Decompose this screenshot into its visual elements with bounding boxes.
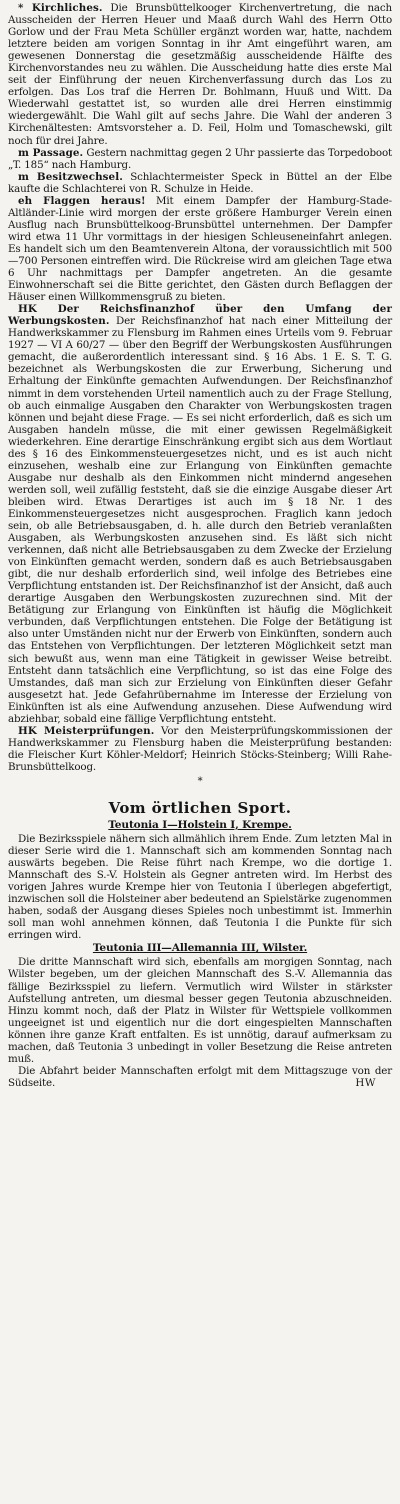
news-item-meisterpruefungen [8, 725, 392, 773]
news-body: Schlachtermeister Speck in Büttel an der Elbe kaufte die Schlachterei von R. Schulze in Heide. [8, 170, 392, 195]
news-item-passage [8, 147, 392, 171]
sport-body: Die Abfahrt beider Mannschaften erfolgt mit dem Mittagszuge von der Südseite. [8, 1064, 392, 1089]
sport-subheading: Teutonia III—Allemannia III, Wilster. [92, 942, 308, 955]
news-headline: eh Flaggen heraus! [18, 194, 146, 207]
sport-item-teutonia-1 [8, 833, 392, 941]
news-body: Der Reichsfinanzhof hat nach einer Mitteilung der Handwerkskammer zu Flensburg im Rahmen eines Urteils vom 9. Februar 1927 — VI A 60/27 — über den Begriff der Werbungskosten Ausführungen gemacht, die außerordentlich interessant sind. § 16 Abs. 1 E. S. T. G. bezeichnet als Werbungskosten die zur Erwerbung, Sicherung und Erhaltung der Einkünfte gemachten Aufwendungen. Der Reichsfinanzhof nimmt in dem vorstehenden Urteil namentlich auch zu der Frage Stellung, ob auch einmalige Ausgaben den Charakter von Werbungskosten tragen können und bejaht diese Frage. — Es sei nicht erforderlich, daß es sich um Ausgaben handeln müsse, die mit einer gewissen Regelmäßigkeit wiederkehren. Eine derartige Einschränkung ergibt sich aus dem Wortlaut des § 16 des Einkommensteuergesetzes nicht, und es ist auch nicht einzusehen, weshalb eine zur Erlangung von Einkünften gemachte Ausgabe nur deshalb als den Einkommen nicht mindernd angesehen werden soll, weil zufällig feststeht, daß sie die einzige Ausgabe dieser Art bleiben wird. Etwas Derartiges ist auch im § 18 Nr. 1 des Einkommensteuergesetzes nicht ausgesprochen. Fraglich kann jedoch sein, ob alle Betriebsausgaben, d. h. alle durch den Betrieb veranlaßten Ausgaben, als Werbungskosten anzusehen sind. Es läßt sich nicht verkennen, daß nicht alle Betriebsausgaben zu dem Zwecke der Erzielung von Einkünften gemacht werden, sondern daß es auch Betriebsausgaben gibt, die nur deshalb erforderlich sind, weil infolge des Betriebes eine Verpflichtung entstanden ist. Der Reichsfinanzhof ist der Ansicht, daß auch derartige Ausgaben den Werbungskosten zuzurechnen sind. Mit der Betätigung zur Erlangung von Einkünften ist häufig die Möglichkeit verbunden, daß Verpflichtungen entstehen. Die Folge der Betätigung ist also unter Umständen nicht nur der Erwerb von Einkünften, sondern auch das Entstehen von Verpflichtungen. Der letzteren Möglichkeit setzt man sich bewußt aus, wenn man eine Tätigkeit in gewisser Weise betreibt. Entsteht dann tatsächlich eine Verpflichtung, so ist das eine Folge des Umstandes, daß man sich zur Erzielung von Einkünften dieser Gefahr ausgesetzt hat. Jede Gefahrübernahme im Interesse der Erzielung von Einkünften ist als eine Aufwendung anzusehen. Diese Aufwendung wird abziehbar, sobald eine fällige Verpflichtung entsteht. [8, 315, 393, 725]
sport-item-teutonia-3 [8, 956, 392, 1064]
news-item-kirchliches [8, 2, 392, 147]
sport-subheading: Teutonia I—Holstein I, Krempe. [108, 819, 292, 831]
news-headline: m Besitzwechsel. [18, 170, 123, 183]
sport-body: Die dritte Mannschaft wird sich, ebenfalls am morgigen Sonntag, nach Wilster begeben, um der gleichen Mannschaft des S.-V. Allemannia das fällige Bezirksspiel zu liefern. Vermutlich wird Wilster in stärkster Aufstellung antreten, um diesmal besser gegen Teutonia abzuschneiden. Hinzu kommt noch, daß der Platz in Wilster für Wettspiele vollkommen ungeeignet ist und eigentlich nur die dort eingespielten Mannschaften können ihre ganze Kraft entfalten. Es ist unnötig, darauf aufmerksam zu machen, daß Teutonia 3 unbedingt in voller Besetzung die Reise antreten muß. [8, 956, 392, 1065]
section-separator: * [197, 776, 203, 787]
news-headline: HK Meisterprüfungen. [18, 724, 155, 737]
news-headline: m Passage. [18, 146, 84, 159]
news-body: Gestern nachmittag gegen 2 Uhr passierte das Torpedoboot „T. 185“ nach Hamburg. [8, 146, 392, 171]
author-signature: HW [355, 1076, 376, 1089]
sport-body: Die Bezirksspiele nähern sich allmählich ihrem Ende. Zum letzten Mal in dieser Serie wird die 1. Mannschaft sich am kommenden Sonntag nach auswärts begeben. Die Reise führt nach Krempe, wo die dortige 1. Mannschaft des S.-V. Holstein als Gegner antreten wird. Im Herbst des vorigen Jahres wurde Krempe hier von Teutonia I überlegen abgefertigt, inzwischen soll die Holsteiner aber bedeutend an Spielstärke zugenommen haben, sodaß der Ausgang dieses Spieles noch unbestimmt ist. Immerhin soll man wohl annehmen können, daß Teutonia I die Punkte für sich erringen wird. [8, 833, 392, 942]
newspaper-column [8, 2, 392, 1089]
news-body: Die Brunsbüttelkooger Kirchenvertretung, die nach Ausscheiden der Herren Heuer und Maaß durch Wahl des Herrn Otto Gorlow und der Frau Meta Schüller ergänzt worden war, hatte, nachdem letztere beiden am vorigen Sonntag in ihr Amt eingeführt waren, am gewesenen Donnerstag die gesetzmäßig ausscheidende Hälfte des Kirchenvorstandes neu zu wählen. Die Ausscheidung hatte dies erste Mal seit der Einführung der neuen Kirchenverfassung durch das Los zu erfolgen. Das Los traf die Herren Dr. Bohlmann, Huuß und Witt. Da Wiederwahl gestattet ist, so wurden alle drei Herren einstimmig wiedergewählt. Die Wahl gilt auf sechs Jahre. Die Wahl der anderen 3 Kirchenältesten: Amtsvorsteher a. D. Feil, Holm und Tomaschewski, gilt noch für drei Jahre. [8, 2, 393, 147]
news-body: Mit einem Dampfer der Hamburg-Stade-Altländer-Linie wird morgen der erste größere Hamburger Verein einen Ausflug nach Brunsbüttelkoog-Brunsbüttel unternehmen. Der Dampfer wird etwa 11 Uhr vormittags in der hiesigen Schleuseneinfahrt anlegen. Es handelt sich um den Beamtenverein Altona, der voraussichtlich mit 500—700 Personen eintreffen wird. Die Rückreise wird am gleichen Tage etwa 6 Uhr nachmittags per Dampfer angetreten. An die gesamte Einwohnerschaft sei die Bitte gerichtet, den Gästen durch Beflaggen der Häuser einen Willkommensgruß zu bieten. [8, 194, 392, 304]
news-body: Vor den Meisterprüfungskommissionen der Handwerkskammer zu Flensburg haben die Meisterprüfung bestanden: die Fleischer Kurt Köhler-Meldorf; Heinrich Stöcks-Steinberg; Willi Rahe-Brunsbüttelkoog. [8, 724, 392, 773]
news-item-besitzwechsel [8, 171, 392, 195]
sport-item-abfahrt [8, 1065, 392, 1089]
sport-section-title: Vom örtlichen Sport. [108, 799, 292, 817]
news-item-flaggen [8, 195, 392, 303]
news-item-reichsfinanzhof [8, 303, 392, 725]
news-headline: HK Der Reichsfinanzhof über den Umfang der Werbungskosten. [8, 303, 392, 328]
news-headline: * Kirchliches. [18, 2, 103, 14]
